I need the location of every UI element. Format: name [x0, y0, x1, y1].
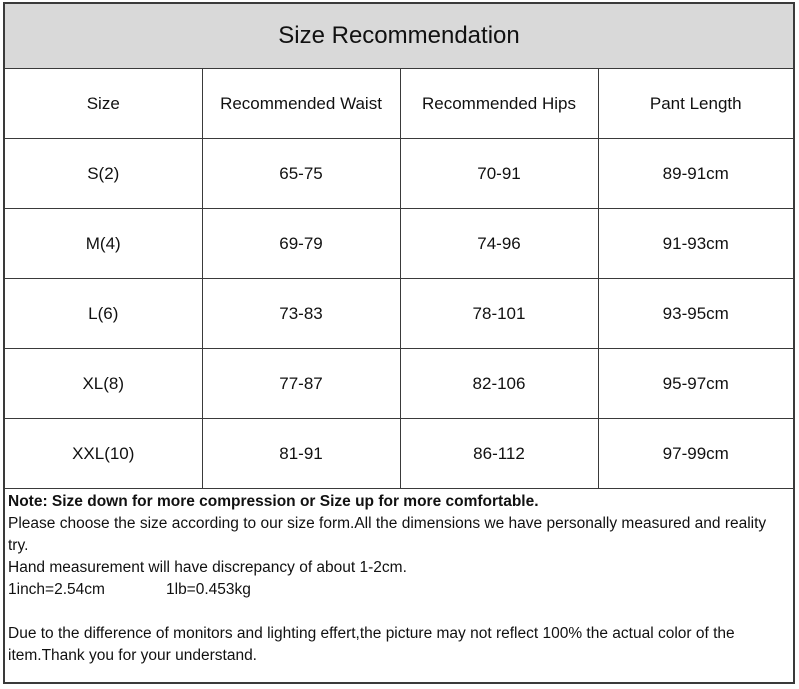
cell-hips: 86-112 [400, 419, 598, 489]
cell-hips: 74-96 [400, 209, 598, 279]
note-choose-size: Please choose the size according to our size form.All the dimensions we have personally measured and reality try. [8, 515, 767, 554]
cell-waist: 69-79 [202, 209, 400, 279]
header-size: Size [5, 69, 202, 139]
table-row [5, 279, 793, 349]
unit-conversions [8, 579, 789, 601]
cell-waist: 77-87 [202, 349, 400, 419]
cell-hips: 70-91 [400, 139, 598, 209]
pound-conversion: 1lb=0.453kg [166, 581, 251, 598]
header-recommended-waist: Recommended Waist [202, 69, 400, 139]
cell-size: S(2) [5, 139, 202, 209]
table-row [5, 349, 793, 419]
cell-size: XXL(10) [5, 419, 202, 489]
note-hand-measurement: Hand measurement will have discrepancy of about 1-2cm. [8, 559, 407, 576]
cell-waist: 65-75 [202, 139, 400, 209]
cell-pant-length: 91-93cm [598, 209, 793, 279]
table-row [5, 139, 793, 209]
table-row [5, 209, 793, 279]
header-recommended-hips: Recommended Hips [400, 69, 598, 139]
spacer [8, 601, 789, 623]
cell-size: L(6) [5, 279, 202, 349]
cell-pant-length: 89-91cm [598, 139, 793, 209]
cell-size: M(4) [5, 209, 202, 279]
cell-waist: 81-91 [202, 419, 400, 489]
inch-conversion: 1inch=2.54cm [8, 581, 105, 598]
note-monitor-color: Due to the difference of monitors and lighting effert,the picture may not reflect 100% the actual color of the item.Thank you for your understand. [8, 625, 735, 664]
table-row [5, 419, 793, 489]
size-table [5, 69, 793, 489]
cell-hips: 78-101 [400, 279, 598, 349]
size-chart-card [3, 2, 795, 684]
cell-pant-length: 95-97cm [598, 349, 793, 419]
chart-title: Size Recommendation [5, 4, 793, 69]
cell-waist: 73-83 [202, 279, 400, 349]
cell-size: XL(8) [5, 349, 202, 419]
table-header-row [5, 69, 793, 139]
note-sizing-tip: Note: Size down for more compression or Size up for more comfortable. [8, 493, 539, 510]
cell-hips: 82-106 [400, 349, 598, 419]
notes-section [5, 489, 793, 667]
header-pant-length: Pant Length [598, 69, 793, 139]
cell-pant-length: 97-99cm [598, 419, 793, 489]
cell-pant-length: 93-95cm [598, 279, 793, 349]
